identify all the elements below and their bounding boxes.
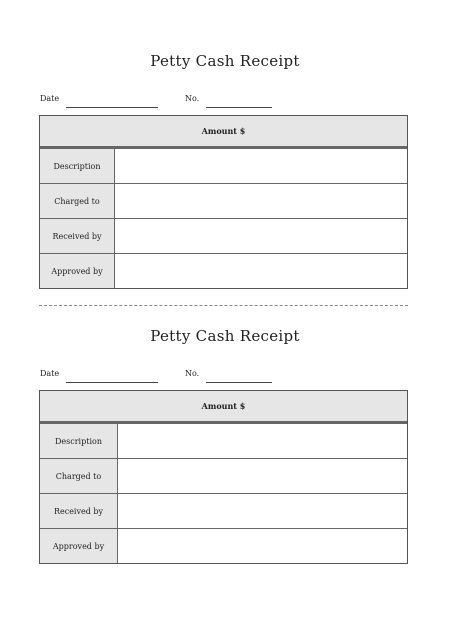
table-row	[40, 148, 407, 183]
date-label: Date	[40, 94, 60, 103]
table-row	[40, 253, 407, 288]
amount-label: Amount $	[201, 126, 246, 136]
receipt-table	[39, 390, 408, 564]
number-label: No.	[185, 94, 200, 103]
row-label-received-by: Received by	[40, 219, 115, 253]
row-label-description: Description	[40, 424, 118, 458]
row-label-description: Description	[40, 149, 115, 183]
table-row	[40, 183, 407, 218]
cut-divider	[39, 305, 408, 306]
received-by-field[interactable]	[115, 219, 407, 253]
amount-header[interactable]	[40, 391, 407, 423]
table-row	[40, 528, 407, 563]
row-label-charged-to: Charged to	[40, 459, 118, 493]
receipt-title: Petty Cash Receipt	[150, 327, 300, 345]
date-label: Date	[40, 369, 60, 378]
date-field[interactable]	[66, 107, 158, 108]
date-field[interactable]	[66, 382, 158, 383]
charged-to-field[interactable]	[118, 459, 407, 493]
table-row	[40, 218, 407, 253]
amount-label: Amount $	[201, 401, 246, 411]
table-row	[40, 493, 407, 528]
amount-header[interactable]	[40, 116, 407, 148]
approved-by-field[interactable]	[115, 254, 407, 288]
description-field[interactable]	[118, 424, 407, 458]
row-label-charged-to: Charged to	[40, 184, 115, 218]
approved-by-field[interactable]	[118, 529, 407, 563]
description-field[interactable]	[115, 149, 407, 183]
table-row	[40, 423, 407, 458]
number-label: No.	[185, 369, 200, 378]
number-field[interactable]	[206, 107, 272, 108]
charged-to-field[interactable]	[115, 184, 407, 218]
number-field[interactable]	[206, 382, 272, 383]
table-row	[40, 458, 407, 493]
receipt-title: Petty Cash Receipt	[150, 52, 300, 70]
receipt-table	[39, 115, 408, 289]
row-label-approved-by: Approved by	[40, 529, 118, 563]
row-label-received-by: Received by	[40, 494, 118, 528]
received-by-field[interactable]	[118, 494, 407, 528]
row-label-approved-by: Approved by	[40, 254, 115, 288]
